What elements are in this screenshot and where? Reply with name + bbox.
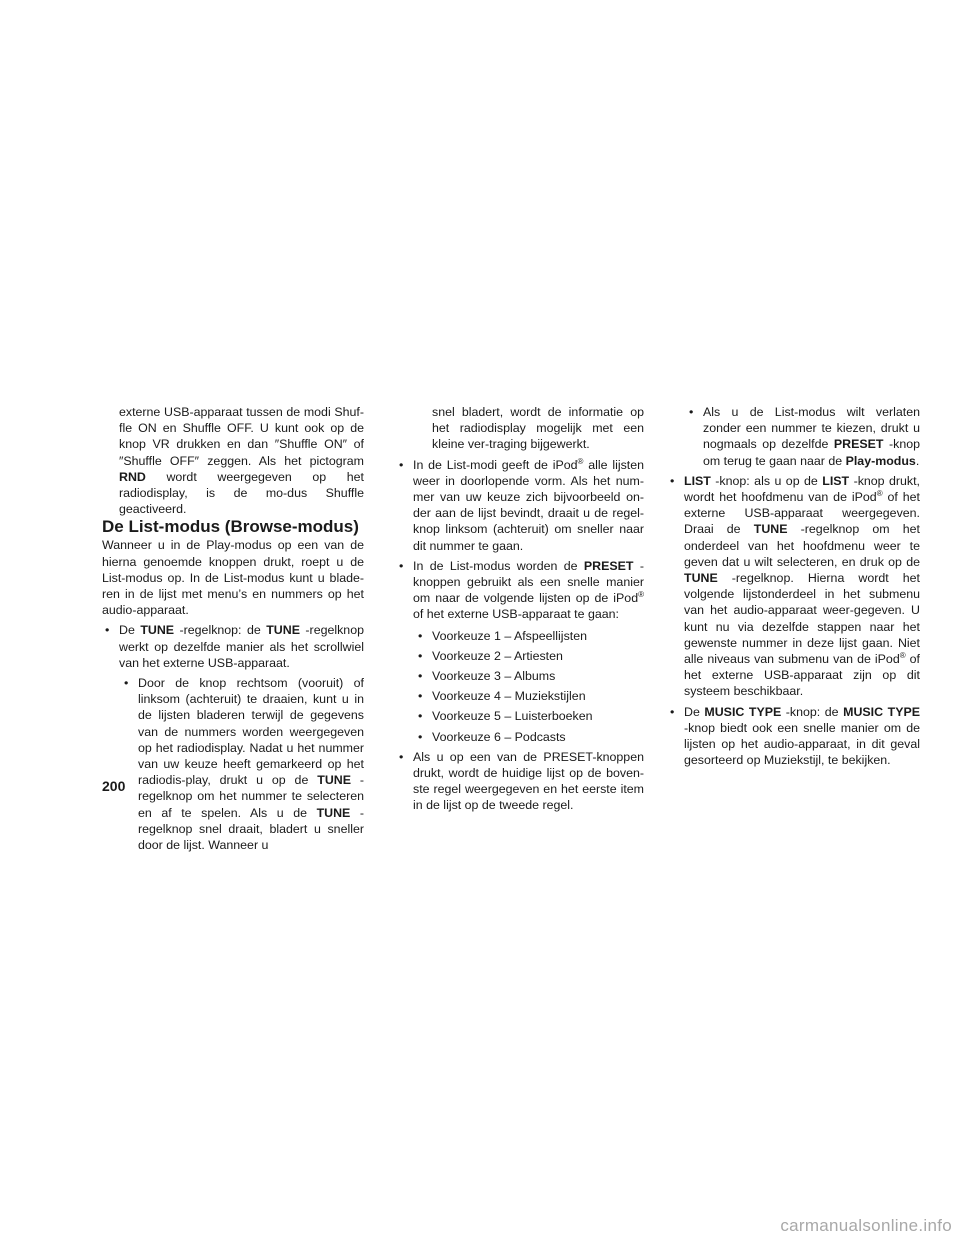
bullet-preset: • In de List-modus worden de PRESET -knoppen gebruikt als een snelle manier om naar de volgende lijsten op de iPod® of het externe USB-apparaat te gaan: bbox=[399, 558, 644, 622]
page-number: 200 bbox=[102, 778, 126, 794]
registered-mark: ® bbox=[876, 488, 883, 498]
bullet-icon: • bbox=[124, 676, 129, 691]
sub-bullet-exit: • Als u de List-modus wilt verlaten zonder een nummer te kiezen, drukt u nogmaals op dezelfde PRESET -knop om terug te gaan naar de Play-modus. bbox=[689, 405, 920, 468]
bullet-ipod: • In de List-modi geeft de iPod® alle lijsten weer in doorlopende vorm. Als het num-mer van uw keuze zich bijvoorbeeld on-der aan de lijst bevindt, draait u de regel-knop linksom (achteruit) om sneller naar dit nummer te gaan. bbox=[399, 456, 645, 553]
preset-item: • Voorkeuze 1 – Afspeellijsten bbox=[418, 628, 587, 643]
registered-mark: ® bbox=[638, 590, 644, 600]
column-3 bbox=[667, 404, 920, 768]
continued-paragraph: snel bladert, wordt de informatie op het radiodisplay mogelijk met een kleine ver-traging bijgewerkt. bbox=[432, 405, 644, 452]
bullet-icon: • bbox=[418, 729, 423, 744]
registered-mark: ® bbox=[899, 650, 906, 660]
bullet-press-preset: • Als u op een van de PRESET-knoppen drukt, wordt de huidige lijst op de boven-ste regel weergegeven en het eerste item in de lijst op de tweede regel. bbox=[399, 749, 644, 813]
intro-paragraph: Wanneer u in de Play-modus op een van de hierna genoemde knoppen drukt, roept u de List-modus op. In de List-modus kunt u blade-ren in de lijst met menu’s en nummers op het audio-apparaat. bbox=[102, 538, 364, 618]
bullet-tune: • De TUNE -regelknop: de TUNE -regelknop werkt op dezelfde manier als het scrollwiel van het externe USB-apparaat. bbox=[105, 623, 364, 670]
preset-item: • Voorkeuze 5 – Luisterboeken bbox=[418, 709, 593, 724]
preset-item: • Voorkeuze 2 – Artiesten bbox=[418, 648, 563, 663]
watermark: carmanualsonline.info bbox=[780, 1216, 952, 1235]
bullet-icon: • bbox=[689, 405, 694, 419]
bullet-icon: • bbox=[670, 473, 675, 488]
rnd-label: RND bbox=[119, 469, 146, 484]
section-heading: De List-modus (Browse-modus) bbox=[102, 517, 359, 537]
bullet-icon: • bbox=[399, 558, 404, 573]
bullet-icon: • bbox=[105, 623, 110, 638]
bullet-list: • LIST -knop: als u op de LIST -knop drukt, wordt het hoofdmenu van de iPod® of het externe USB-apparaat weergegeven. Draai de TUNE -regelknop om het onderdeel van het hoofdmenu weer te geven dat u wilt selecteren, en druk op de TUNE -regelknop. Hierna wordt het volgende lijstonderdeel in het submenu van het audio-apparaat weer-gegeven. U kunt nu via dezelfde stappen naar het gewenste nummer in deze lijst gaan. Niet alle niveaus van submenu van de iPod® of het externe USB-apparaat zijn op dit systeem beschikbaar. bbox=[670, 473, 920, 699]
preset-item: • Voorkeuze 4 – Muziekstijlen bbox=[418, 689, 586, 704]
bullet-icon: • bbox=[418, 689, 423, 704]
bullet-music-type: • De MUSIC TYPE -knop: de MUSIC TYPE -knop biedt ook een snelle manier om de lijsten op het audio-apparaat, in dit geval gesorteerd op Muziekstijl, te bekijken. bbox=[670, 704, 920, 768]
registered-mark: ® bbox=[577, 456, 584, 466]
bullet-icon: • bbox=[399, 457, 404, 472]
preset-item: • Voorkeuze 3 – Albums bbox=[418, 669, 556, 684]
continued-paragraph: externe USB-apparaat tussen de modi Shuf-fle ON en Shuffle OFF. U kunt ook op de knop VR drukken en dan ″Shuffle ON″ of ″Shuffle OFF″ zeggen. Als het pictogram RND wordt weergegeven op het radiodisplay, is de mo-dus Shuffle geactiveerd. bbox=[119, 405, 364, 517]
bullet-icon: • bbox=[418, 628, 423, 643]
bullet-icon: • bbox=[418, 669, 423, 684]
bullet-icon: • bbox=[670, 704, 675, 719]
bullet-icon: • bbox=[418, 709, 423, 724]
bullet-icon: • bbox=[418, 648, 423, 663]
column-2 bbox=[396, 404, 644, 814]
column-1 bbox=[102, 404, 364, 853]
sub-bullet-rotate: • Door de knop rechtsom (vooruit) of linksom (achteruit) te draaien, kunt u in de lijsten bladeren terwijl de gegevens van de nummers worden weergegeven op het radiodisplay. Nadat u het nummer van uw keuze heeft gemarkeerd op het radiodis-play, drukt u op de TUNE -regelknop om het nummer te selecteren en af te spelen. Als u de TUNE -regelknop snel draait, bladert u sneller door de lijst. Wanneer u bbox=[124, 676, 365, 853]
preset-item: • Voorkeuze 6 – Podcasts bbox=[418, 729, 566, 744]
bullet-icon: • bbox=[399, 749, 404, 764]
